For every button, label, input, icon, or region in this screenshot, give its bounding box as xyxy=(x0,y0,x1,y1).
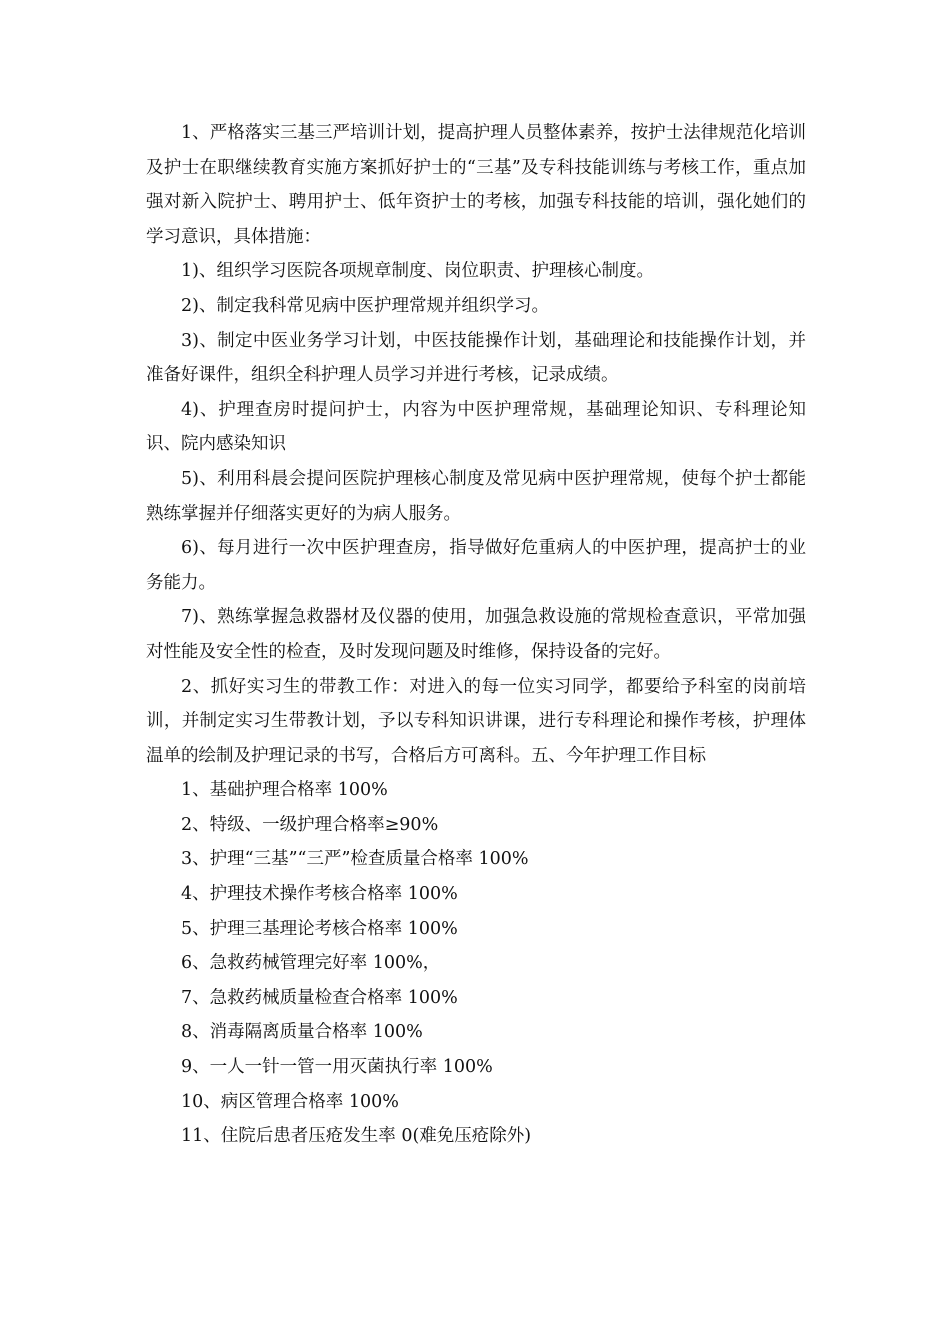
measure-4: 4)、护理查房时提问护士，内容为中医护理常规，基础理论知识、专科理论知识、院内感染知识 xyxy=(146,399,806,455)
measure-1: 1)、组织学习医院各项规章制度、岗位职责、护理核心制度。 xyxy=(181,261,654,282)
goal-item: 5、护理三基理论考核合格率 100% xyxy=(181,918,458,939)
goal-item: 4、护理技术操作考核合格率 100% xyxy=(181,884,458,905)
goal-item: 2、特级、一级护理合格率≥90% xyxy=(181,814,439,835)
goal-item: 9、一人一针一管一用灭菌执行率 100% xyxy=(181,1057,493,1078)
measure-6: 6)、每月进行一次中医护理查房，指导做好危重病人的中医护理，提高护士的业务能力。 xyxy=(146,538,806,593)
goal-item: 11、住院后患者压疮发生率 0(难免压疮除外) xyxy=(181,1126,532,1147)
document-body xyxy=(146,116,806,1154)
goal-list xyxy=(146,773,806,1154)
goal-item: 6、急救药械管理完好率 100%， xyxy=(181,953,441,974)
paragraph-intern-teaching: 2、抓好实习生的带教工作：对进入的每一位实习同学，都要给予科室的岗前培训，并制定实习生带教计划，予以专科知识讲课，进行专科理论和操作考核，护理体温单的绘制及护理记录的书写，合格后方可离科。五、今年护理工作目标 xyxy=(146,676,806,766)
goal-item: 8、消毒隔离质量合格率 100% xyxy=(181,1022,423,1043)
measure-5: 5)、利用科晨会提问医院护理核心制度及常见病中医护理常规，使每个护士都能熟练掌握并仔细落实更好的为病人服务。 xyxy=(146,468,806,524)
goal-item: 3、护理“三基”“三严”检查质量合格率 100% xyxy=(181,849,529,870)
measure-2: 2)、制定我科常见病中医护理常规并组织学习。 xyxy=(181,295,549,316)
goal-item: 1、基础护理合格率 100% xyxy=(181,780,388,801)
goal-item: 7、急救药械质量检查合格率 100% xyxy=(181,987,458,1008)
goal-item: 10、病区管理合格率 100% xyxy=(181,1091,399,1112)
measure-3: 3)、制定中医业务学习计划，中医技能操作计划，基础理论和技能操作计划，并准备好课件，组织全科护理人员学习并进行考核，记录成绩。 xyxy=(146,330,806,386)
measure-7: 7)、熟练掌握急救器材及仪器的使用，加强急救设施的常规检查意识，平常加强对性能及安全性的检查，及时发现问题及时维修，保持设备的完好。 xyxy=(146,607,806,662)
paragraph-training-plan: 1、严格落实三基三严培训计划，提高护理人员整体素养，按护士法律规范化培训及护士在职继续教育实施方案抓好护士的“三基”及专科技能训练与考核工作，重点加强对新入院护士、聘用护士、低年资护士的考核，加强专科技能的培训，强化她们的学习意识，具体措施： xyxy=(146,123,806,247)
